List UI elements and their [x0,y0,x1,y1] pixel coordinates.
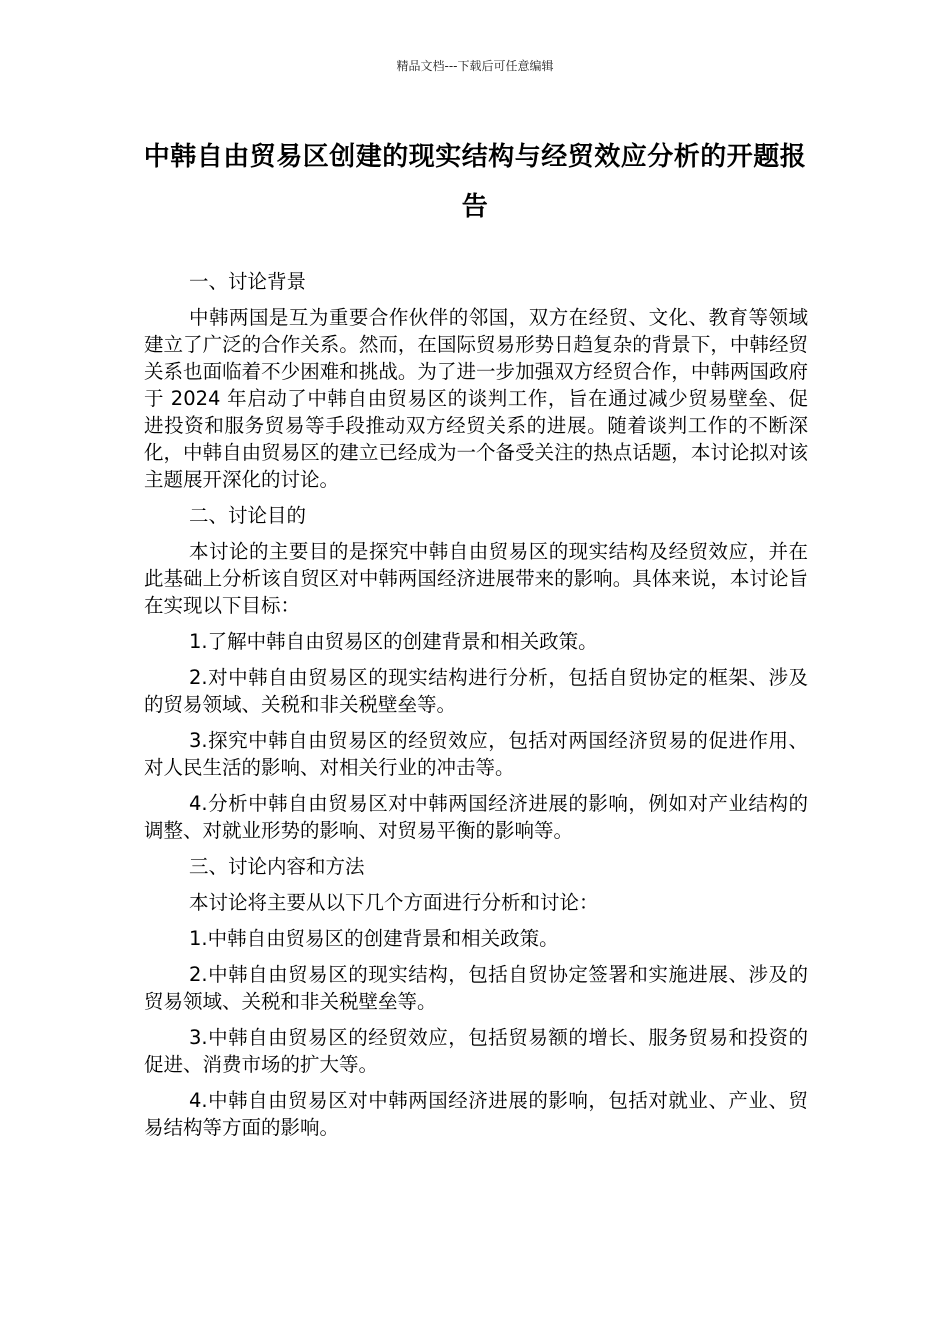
paragraph-background: 中韩两国是互为重要合作伙伴的邻国，双方在经贸、文化、教育等领域建立了广泛的合作关系。然而，在国际贸易形势日趋复杂的背景下，中韩经贸关系也面临着不少困难和挑战。为了进一步加强双方经贸合作，中韩两国政府于 2024 年启动了中韩自由贸易区的谈判工作，旨在通过减少贸易壁垒、促进投资和服务贸易等手段推动双方经贸关系的进展。随着谈判工作的不断深化，中韩自由贸易区的建立已经成为一个备受关注的热点话题，本讨论拟对该主题展开深化的讨论。 [144,306,808,491]
content-item-2: 2.中韩自由贸易区的现实结构，包括自贸协定签署和实施进展、涉及的贸易领域、关税和非关税壁垒等。 [144,963,808,1013]
paragraph-purpose: 本讨论的主要目的是探究中韩自由贸易区的现实结构及经贸效应，并在此基础上分析该自贸区对中韩两国经济进展带来的影响。具体来说，本讨论旨在实现以下目标： [144,540,808,617]
page-header-note: 精品文档---下载后可任意编辑 [396,59,554,73]
purpose-item-4: 4.分析中韩自由贸易区对中韩两国经济进展的影响，例如对产业结构的调整、对就业形势的影响、对贸易平衡的影响等。 [144,792,808,842]
purpose-item-1: 1.了解中韩自由贸易区的创建背景和相关政策。 [189,630,598,653]
content-item-1: 1.中韩自由贸易区的创建背景和相关政策。 [189,927,559,950]
section-heading-content-method: 三、讨论内容和方法 [189,855,365,878]
section-heading-purpose: 二、讨论目的 [189,504,307,527]
document-body [144,268,808,1141]
purpose-item-2: 2.对中韩自由贸易区的现实结构进行分析，包括自贸协定的框架、涉及的贸易领域、关税和非关税壁垒等。 [144,666,808,716]
content-item-3: 3.中韩自由贸易区的经贸效应，包括贸易额的增长、服务贸易和投资的促进、消费市场的扩大等。 [144,1026,808,1076]
purpose-item-3: 3.探究中韩自由贸易区的经贸效应，包括对两国经济贸易的促进作用、对人民生活的影响、对相关行业的冲击等。 [144,729,808,779]
paragraph-content-intro: 本讨论将主要从以下几个方面进行分析和讨论： [189,891,599,914]
document-title: 中韩自由贸易区创建的现实结构与经贸效应分析的开题报告 [143,142,807,222]
section-heading-background: 一、讨论背景 [189,270,307,293]
content-item-4: 4.中韩自由贸易区对中韩两国经济进展的影响，包括对就业、产业、贸易结构等方面的影响。 [144,1089,808,1139]
